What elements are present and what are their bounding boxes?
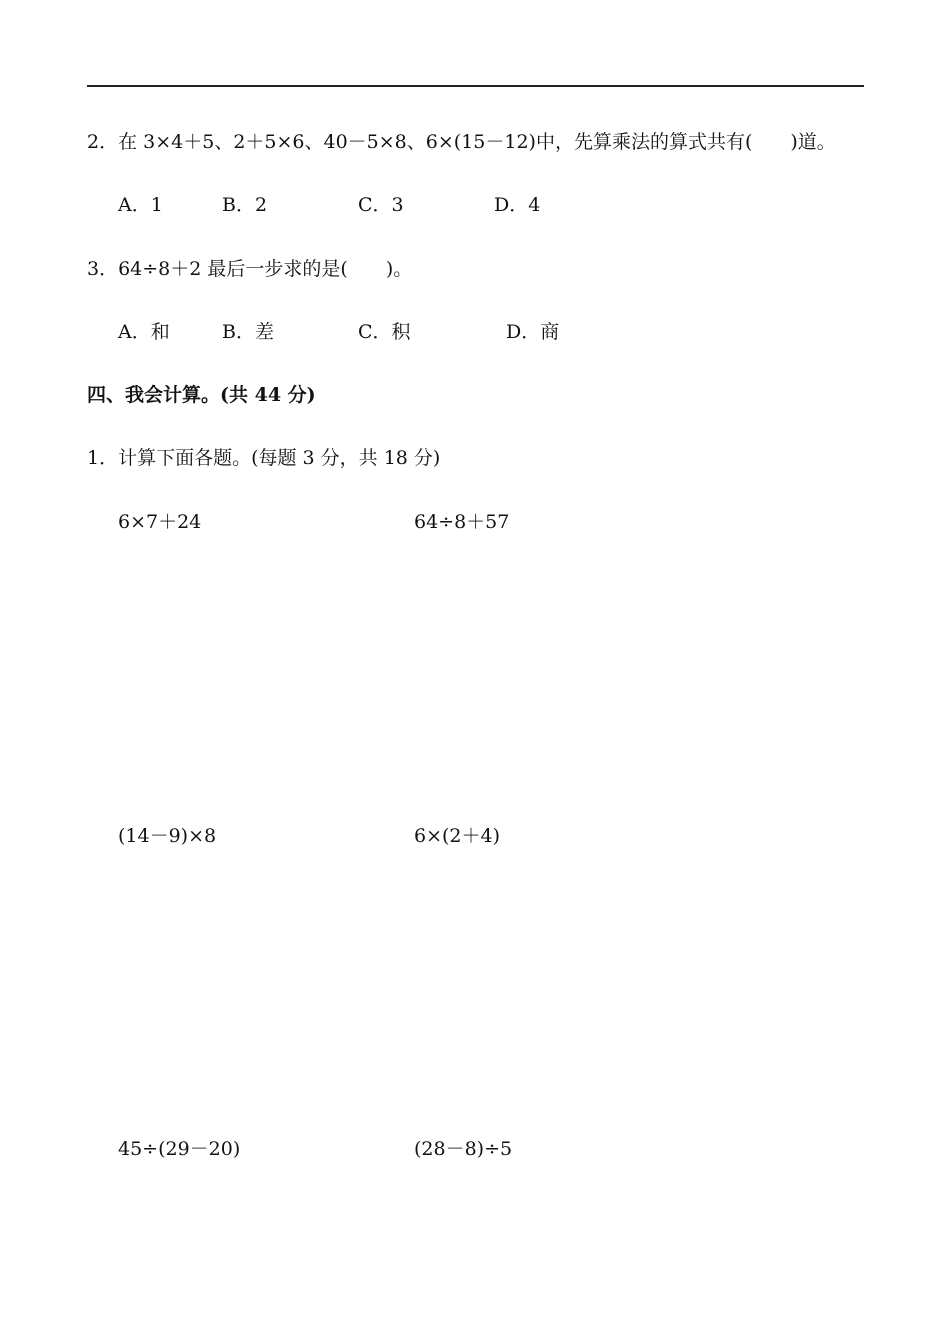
q2-option-c: C．3 (358, 194, 404, 216)
expression-3: (14－9)×8 (118, 825, 217, 847)
q3-option-b: B．差 (222, 321, 274, 343)
q3-option-c: C．积 (358, 321, 411, 343)
top-rule (87, 85, 864, 87)
section-4-question-1-text: 1．计算下面各题。(每题 3 分，共 18 分) (87, 447, 441, 469)
q2-option-d: D．4 (494, 194, 541, 216)
expression-4: 6×(2＋4) (414, 825, 501, 847)
section-4-title: 四、我会计算。(共 44 分) (87, 384, 316, 406)
question-2-text: 2．在 3×4＋5、2＋5×6、40－5×8、6×(15－12)中，先算乘法的算式共有( )道。 (87, 131, 836, 153)
expression-5: 45÷(29－20) (118, 1138, 241, 1160)
q2-option-a: A．1 (118, 194, 163, 216)
question-3-text: 3．64÷8＋2 最后一步求的是( )。 (87, 258, 413, 280)
expression-6: (28－8)÷5 (414, 1138, 513, 1160)
expression-1: 6×7＋24 (118, 511, 202, 533)
q3-option-d: D．商 (506, 321, 560, 343)
expression-2: 64÷8＋57 (414, 511, 510, 533)
q3-option-a: A．和 (118, 321, 170, 343)
q2-option-b: B．2 (222, 194, 268, 216)
